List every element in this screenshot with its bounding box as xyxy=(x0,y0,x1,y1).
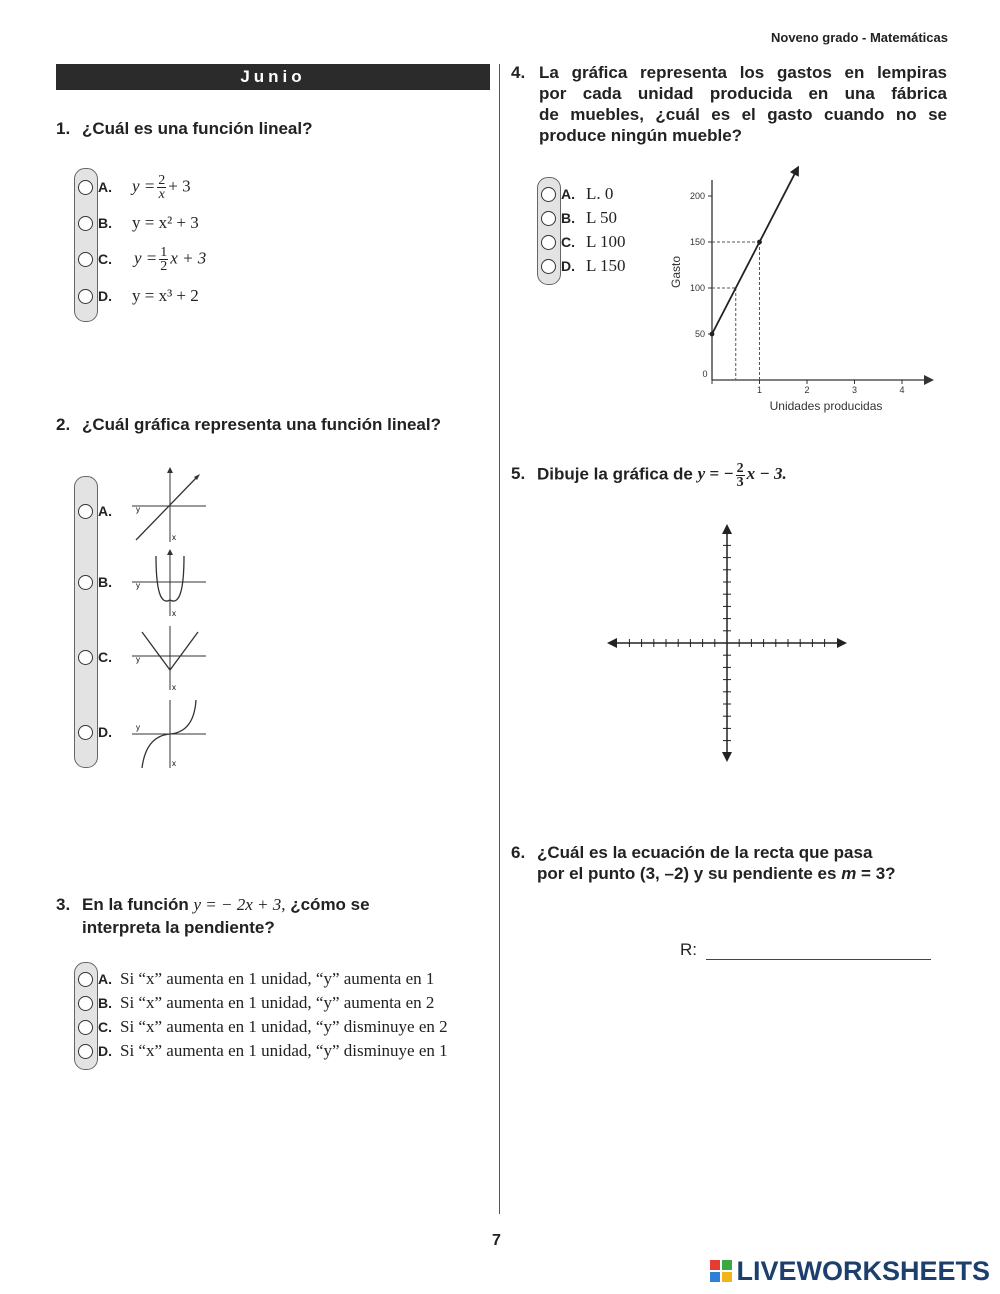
q2-option-a-radio[interactable] xyxy=(78,504,93,519)
q2-d-axis-x: x xyxy=(172,759,176,768)
q2-graph-a-linear xyxy=(128,466,210,546)
q3-option-a-text: Si “x” aumenta en 1 unidad, “y” aumenta en 1 xyxy=(120,969,435,988)
q3-option-a-radio[interactable] xyxy=(78,972,93,987)
q5-prefix: y = − xyxy=(697,464,734,484)
q5-fraction xyxy=(736,462,745,489)
q6-line-2-before: por el punto (3, –2) y su pendiente es xyxy=(537,864,837,883)
q2-c-axis-x: x xyxy=(172,683,176,692)
q1-c-den: 2 xyxy=(160,259,168,274)
q1-c-prefix: y = xyxy=(134,248,158,268)
q2-option-b-radio[interactable] xyxy=(78,575,93,590)
q2-option-c-radio[interactable] xyxy=(78,650,93,665)
q3-formula: y = − 2x + 3, xyxy=(193,895,286,914)
q3-option-b-letter: B. xyxy=(98,995,112,1011)
q5-y-arrow-down xyxy=(722,752,732,762)
q3-question xyxy=(56,894,370,915)
q5-x-arrow-right xyxy=(837,638,847,648)
q6-answer-label: R: xyxy=(680,940,697,959)
column-divider xyxy=(499,64,500,1214)
q4-line-4: produce ningún mueble? xyxy=(539,126,743,145)
q5-num: 2 xyxy=(736,461,744,476)
q5-x-arrow-left xyxy=(607,638,617,648)
q1-a-num: 2 xyxy=(158,173,166,188)
brand-name: LIVEWORKSHEETS xyxy=(736,1256,990,1286)
q1-option-d-radio[interactable] xyxy=(78,289,93,304)
chart-x-tick-label-2: 2 xyxy=(804,385,810,395)
page-number: 7 xyxy=(492,1232,501,1249)
month-banner: Junio xyxy=(56,64,490,90)
q6-answer-input[interactable] xyxy=(706,958,931,960)
chart-x-tick-label-0: 0 xyxy=(702,369,708,379)
q2-a-axis-y: y xyxy=(136,505,140,514)
q6-number: 6. xyxy=(511,843,526,862)
q1-question xyxy=(56,118,312,139)
chart-y-tick-label-50: 50 xyxy=(694,329,705,339)
q4-option-b-radio[interactable] xyxy=(541,211,556,226)
liveworksheets-logo-icon xyxy=(710,1260,732,1282)
q4-option-c-text: L 100 xyxy=(586,232,626,251)
chart-x-tick-label-3: 3 xyxy=(851,385,858,395)
chart-x-label: Unidades producidas xyxy=(769,399,883,413)
q2-option-a-letter: A. xyxy=(98,503,112,519)
q2-graph-c-absolute xyxy=(128,622,210,694)
q4-line-1: La gráfica representa los gastos en lempiras xyxy=(539,63,947,82)
q1-option-a-letter: A. xyxy=(98,179,112,195)
q1-a-prefix: y = xyxy=(132,176,156,196)
q3-option-d-letter: D. xyxy=(98,1043,112,1059)
q1-option-d-expr: y = x³ + 2 xyxy=(132,286,199,305)
q1-option-c-expr xyxy=(134,246,206,273)
q5-den: 3 xyxy=(736,475,744,490)
q2-text: ¿Cuál gráfica representa una función lineal? xyxy=(82,415,441,434)
q2-option-d-radio[interactable] xyxy=(78,725,93,740)
q2-b-axis-y: y xyxy=(136,581,140,590)
q3-option-a-letter: A. xyxy=(98,971,112,987)
q1-c-fraction xyxy=(159,246,168,273)
brand-watermark xyxy=(710,1256,990,1287)
chart-x-tick-label-1: 1 xyxy=(756,385,763,395)
q3-text-before: En la función xyxy=(82,895,189,914)
q3-option-c-text: Si “x” aumenta en 1 unidad, “y” disminuye en 2 xyxy=(120,1017,448,1036)
q1-number: 1. xyxy=(56,119,71,138)
q1-option-c-letter: C. xyxy=(98,251,112,267)
q2-graph-b-parabola xyxy=(128,548,210,620)
chart-y-tick-label-200: 200 xyxy=(689,191,705,201)
q2-graph-d-cubic xyxy=(128,696,210,772)
q5-text: Dibuje la gráfica de xyxy=(537,464,693,484)
chart-y-tick-label-150: 150 xyxy=(689,237,705,247)
q4-option-c-radio[interactable] xyxy=(541,235,556,250)
q3-option-b-text: Si “x” aumenta en 1 unidad, “y” aumenta en 2 xyxy=(120,993,435,1012)
q1-c-num: 1 xyxy=(160,245,168,260)
q2-number: 2. xyxy=(56,415,71,434)
chart-y-label: Gasto xyxy=(669,255,683,289)
q4-option-b-letter: B. xyxy=(561,210,575,226)
q3-question-line2: interpreta la pendiente? xyxy=(82,918,275,937)
q4-cost-chart xyxy=(660,160,950,420)
q1-option-c-radio[interactable] xyxy=(78,252,93,267)
q6-line-1: ¿Cuál es la ecuación de la recta que pasa xyxy=(537,843,873,862)
q5-y-arrow-up xyxy=(722,524,732,534)
q4-option-d-radio[interactable] xyxy=(541,259,556,274)
q5-blank-coordinate-plane[interactable] xyxy=(605,522,849,764)
q3-number: 3. xyxy=(56,895,71,914)
q5-formula xyxy=(697,461,787,490)
course-header: Noveno grado - Matemáticas xyxy=(771,30,948,45)
q2-option-c-letter: C. xyxy=(98,649,112,665)
q4-number: 4. xyxy=(511,63,526,82)
chart-y-tick-label-100: 100 xyxy=(689,283,705,293)
q4-option-d-letter: D. xyxy=(561,258,575,274)
q4-option-d-text: L 150 xyxy=(586,256,626,275)
q4-question xyxy=(539,62,947,146)
q5-number: 5. xyxy=(511,464,526,484)
q6-line-2-after: = 3? xyxy=(861,864,896,883)
q1-option-b-radio[interactable] xyxy=(78,216,93,231)
q5-suffix: x − 3. xyxy=(746,464,787,484)
q6-line-2 xyxy=(537,863,896,884)
chart-point-0 xyxy=(710,332,715,337)
q4-option-a-letter: A. xyxy=(561,186,575,202)
q3-option-b-radio[interactable] xyxy=(78,996,93,1011)
q2-d-axis-y: y xyxy=(136,723,140,732)
q3-option-d-radio[interactable] xyxy=(78,1044,93,1059)
q4-option-c-letter: C. xyxy=(561,234,575,250)
q1-a-den: x xyxy=(158,187,165,202)
q1-c-suffix: x + 3 xyxy=(170,248,207,268)
q2-b-axis-x: x xyxy=(172,609,176,618)
q4-line-2: por cada unidad producida en una fábrica xyxy=(539,84,947,103)
q1-a-fraction xyxy=(157,174,166,201)
q1-option-d-letter: D. xyxy=(98,288,112,304)
q3-option-c-radio[interactable] xyxy=(78,1020,93,1035)
q2-option-b-letter: B. xyxy=(98,574,112,590)
q3-option-c-letter: C. xyxy=(98,1019,112,1035)
q4-option-b-text: L 50 xyxy=(586,208,618,227)
chart-x-axis-arrow xyxy=(924,375,934,385)
q2-option-d-letter: D. xyxy=(98,724,112,740)
chart-point-1 xyxy=(757,240,762,245)
q2-question xyxy=(56,414,441,435)
q3-option-d-text: Si “x” aumenta en 1 unidad, “y” disminuye en 1 xyxy=(120,1041,448,1060)
q2-c-axis-y: y xyxy=(136,655,140,664)
q3-text-after: ¿cómo se xyxy=(290,895,370,914)
q1-option-a-expr xyxy=(132,174,191,201)
q4-option-a-text: L. 0 xyxy=(586,184,614,203)
q1-option-b-letter: B. xyxy=(98,215,112,231)
q4-line-3: de muebles, ¿cuál es el gasto cuando no se xyxy=(539,105,947,124)
chart-series-line xyxy=(712,171,796,334)
q1-text: ¿Cuál es una función lineal? xyxy=(82,119,313,138)
q1-option-a-radio[interactable] xyxy=(78,180,93,195)
q4-option-a-radio[interactable] xyxy=(541,187,556,202)
chart-x-tick-label-4: 4 xyxy=(899,385,905,395)
q1-a-suffix: + 3 xyxy=(168,176,191,196)
q6-slope-m: m xyxy=(841,864,857,883)
q2-a-axis-x: x xyxy=(172,533,176,542)
q1-option-b-expr: y = x² + 3 xyxy=(132,213,199,232)
q5-question xyxy=(511,462,787,489)
